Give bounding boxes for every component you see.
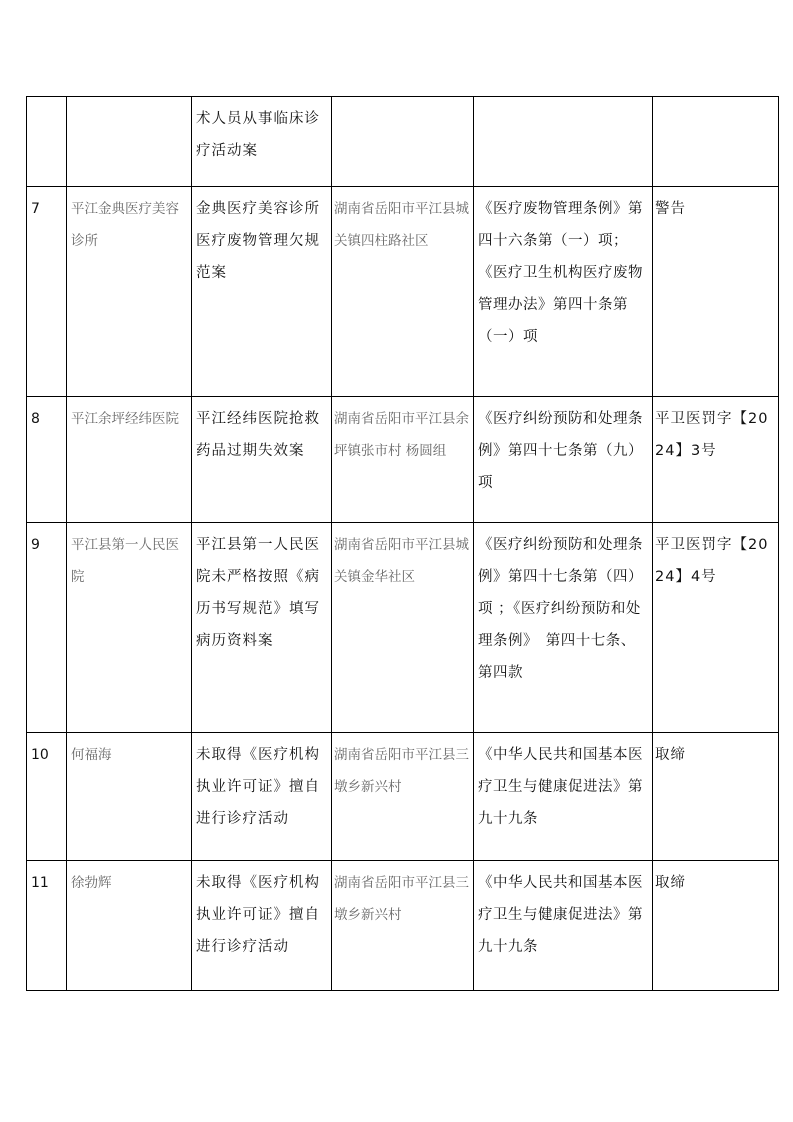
row-number: [27, 97, 66, 103]
cell-org: [67, 861, 192, 991]
cell-org: [67, 733, 192, 861]
cell-penalty: [653, 523, 779, 733]
penalty: 取缔: [655, 875, 686, 891]
case-name: 未取得《医疗机构执业许可证》擅自进行诊疗活动: [196, 747, 320, 827]
case-name: 平江县第一人民医院未严格按照《病历书写规范》填写病历资料案: [196, 537, 320, 649]
row-number: 9: [31, 537, 40, 553]
cell-basis: [474, 397, 653, 523]
cell-basis: [474, 97, 653, 187]
penalty: 警告: [655, 201, 686, 217]
cell-address: [332, 861, 474, 991]
legal-basis: 《中华人民共和国基本医疗卫生与健康促进法》第九十九条: [478, 747, 643, 827]
row-number: 11: [31, 875, 49, 891]
cell-basis: [474, 733, 653, 861]
cell-case: [192, 397, 332, 523]
cell-case: [192, 733, 332, 861]
cell-penalty: [653, 187, 779, 397]
penalty: 平卫医罚字【2024】4号: [655, 537, 769, 585]
cell-address: [332, 733, 474, 861]
address: 湖南省岳阳市平江县三墩乡新兴村: [334, 875, 469, 923]
cell-no: [27, 187, 67, 397]
cell-no: [27, 523, 67, 733]
cell-case: [192, 861, 332, 991]
cell-basis: [474, 187, 653, 397]
case-name: 未取得《医疗机构执业许可证》擅自进行诊疗活动: [196, 875, 320, 955]
cell-case: [192, 187, 332, 397]
cell-no: [27, 397, 67, 523]
cell-penalty: [653, 97, 779, 187]
cell-address: [332, 523, 474, 733]
cell-address: [332, 97, 474, 187]
cell-org: [67, 187, 192, 397]
legal-basis: 《医疗废物管理条例》第四十六条第（一）项；《医疗卫生机构医疗废物管理办法》第四十条第（一）项: [478, 201, 643, 345]
case-name: 金典医疗美容诊所医疗废物管理欠规范案: [196, 201, 320, 281]
cell-no: [27, 97, 67, 187]
case-name: 术人员从事临床诊疗活动案: [196, 111, 320, 159]
row-number: 8: [31, 411, 40, 427]
cell-basis: [474, 523, 653, 733]
cell-no: [27, 861, 67, 991]
legal-basis: 《医疗纠纷预防和处理条例》第四十七条第（九）项: [478, 411, 643, 491]
org-name: 平江余坪经纬医院: [71, 411, 179, 427]
cell-org: [67, 97, 192, 187]
address: 湖南省岳阳市平江县城关镇四柱路社区: [334, 201, 469, 249]
cell-penalty: [653, 397, 779, 523]
table-row: [27, 861, 779, 991]
address: 湖南省岳阳市平江县城关镇金华社区: [334, 537, 469, 585]
cell-penalty: [653, 733, 779, 861]
org-name: 平江金典医疗美容诊所: [71, 201, 179, 249]
cell-no: [27, 733, 67, 861]
table-row: [27, 97, 779, 187]
row-number: 7: [31, 201, 40, 217]
address: [332, 97, 473, 103]
cell-address: [332, 397, 474, 523]
table-row: [27, 523, 779, 733]
cell-case: [192, 523, 332, 733]
org-name: [67, 97, 191, 103]
org-name: 平江县第一人民医院: [71, 537, 179, 585]
legal-basis: [474, 97, 652, 103]
cell-org: [67, 523, 192, 733]
penalty: 平卫医罚字【2024】3号: [655, 411, 769, 459]
penalty: [653, 97, 778, 103]
table-row: [27, 733, 779, 861]
case-name: 平江经纬医院抢救药品过期失效案: [196, 411, 320, 459]
legal-basis: 《医疗纠纷预防和处理条例》第四十七条第（四）项 ；《医疗纠纷预防和处理条例》 第四十七条、第四款: [478, 537, 643, 681]
legal-basis: 《中华人民共和国基本医疗卫生与健康促进法》第九十九条: [478, 875, 643, 955]
cell-basis: [474, 861, 653, 991]
table-row: [27, 397, 779, 523]
cell-penalty: [653, 861, 779, 991]
row-number: 10: [31, 747, 49, 763]
org-name: 何福海: [71, 747, 112, 763]
org-name: 徐勃辉: [71, 875, 112, 891]
address: 湖南省岳阳市平江县余坪镇张市村 杨圆组: [334, 411, 469, 459]
cell-address: [332, 187, 474, 397]
cell-org: [67, 397, 192, 523]
address: 湖南省岳阳市平江县三墩乡新兴村: [334, 747, 469, 795]
table-row: [27, 187, 779, 397]
cell-case: [192, 97, 332, 187]
penalty: 取缔: [655, 747, 686, 763]
penalty-table: [26, 96, 779, 991]
